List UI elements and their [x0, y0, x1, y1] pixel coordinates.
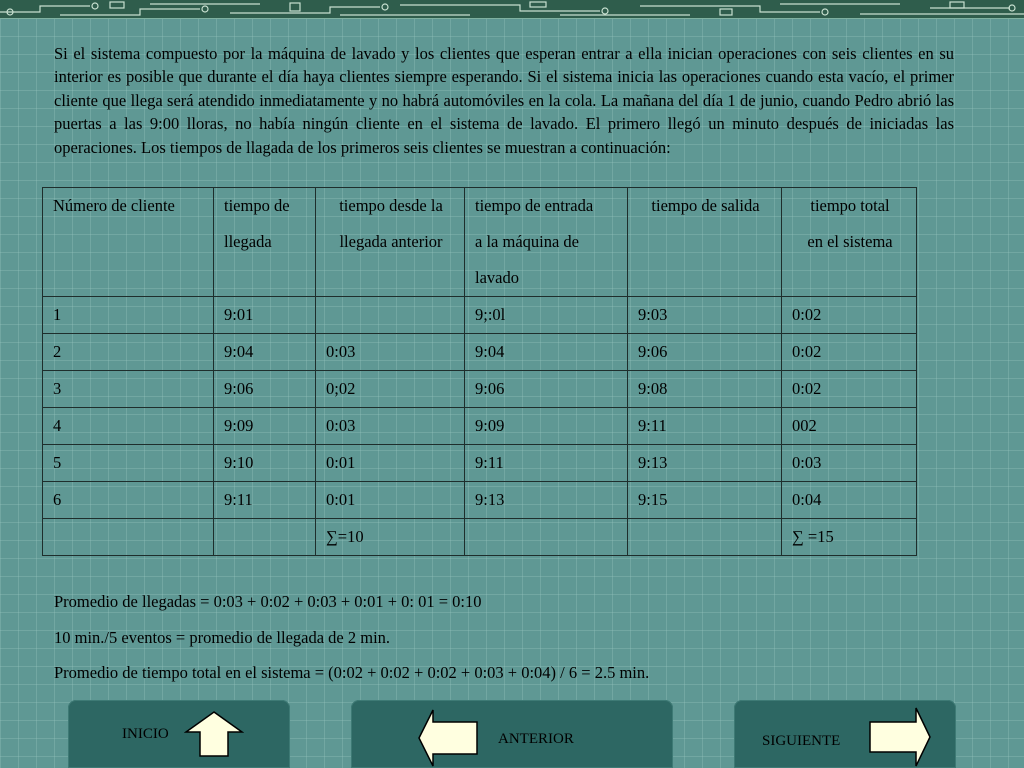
table-row — [43, 334, 917, 371]
table-cell: 002 — [782, 408, 917, 445]
table-cell: 0:01 — [316, 445, 465, 482]
table-row — [43, 445, 917, 482]
table-cell: 9;:0l — [465, 297, 628, 334]
table-cell — [316, 297, 465, 334]
siguiente-label: SIGUIENTE — [762, 733, 841, 749]
circuit-board-banner — [0, 0, 1024, 19]
problem-description: Si el sistema compuesto por la máquina de lavado y los clientes que esperan entrar a ella inician operaciones con seis clientes en su interior es posible que durante el día haya clientes siempre esperando. Si el sistema inicia las operaciones cuando esta vacío, el primer cliente que llega será atendido inmediatamente y no habrá automóviles en la cola. La mañana del día 1 de junio, cuando Pedro abrió las puertas a las 9:00 lloras, no había ningún cliente en el sistema de lavado. El primero llegó un minuto después de iniciadas las operaciones. Los tiempos de llagada de los primeros seis clientes se muestran a continuación: — [54, 44, 954, 157]
summary-line-average-arrival: 10 min./5 eventos = promedio de llegada de 2 min. — [54, 628, 391, 647]
sum-total-time: ∑ =15 — [782, 519, 917, 556]
table-cell — [214, 519, 316, 556]
header-tiempo-total: tiempo total en el sistema — [782, 188, 917, 297]
header-tiempo-llegada: tiempo de llegada — [214, 188, 316, 297]
table-cell: 9:11 — [465, 445, 628, 482]
summary-line-average-total: Promedio de tiempo total en el sistema = (0:02 + 0:02 + 0:02 + 0:03 + 0:04) / 6 = 2.5 min. — [54, 663, 650, 682]
table-cell: 5 — [43, 445, 214, 482]
table-cell: 9:09 — [214, 408, 316, 445]
table-cell: 6 — [43, 482, 214, 519]
header-numero-cliente: Número de cliente — [43, 188, 214, 297]
table-cell — [628, 519, 782, 556]
table-cell: 0:03 — [316, 334, 465, 371]
arrival-times-table — [42, 187, 917, 556]
table-cell: 9:04 — [214, 334, 316, 371]
table-cell: 9:06 — [214, 371, 316, 408]
table-cell: 9:06 — [465, 371, 628, 408]
table-row — [43, 371, 917, 408]
table-cell: 0:04 — [782, 482, 917, 519]
inicio-label: INICIO — [122, 726, 169, 742]
table-cell: 9:08 — [628, 371, 782, 408]
table-cell: 0:03 — [782, 445, 917, 482]
table-cell: 9:01 — [214, 297, 316, 334]
table-cell: 9:06 — [628, 334, 782, 371]
table-row — [43, 297, 917, 334]
table-cell: 2 — [43, 334, 214, 371]
table-cell: 9:04 — [465, 334, 628, 371]
table-cell — [465, 519, 628, 556]
table-cell: 9:11 — [628, 408, 782, 445]
anterior-button[interactable] — [351, 700, 673, 768]
siguiente-button[interactable] — [734, 700, 956, 768]
table-cell: 0:01 — [316, 482, 465, 519]
table-cell: 3 — [43, 371, 214, 408]
table-row — [43, 408, 917, 445]
table-row — [43, 482, 917, 519]
right-arrow-icon — [868, 706, 932, 768]
table-cell — [43, 519, 214, 556]
header-tiempo-entrada: tiempo de entrada a la máquina de lavado — [465, 188, 628, 297]
summary-line-arrivals: Promedio de llegadas = 0:03 + 0:02 + 0:03 + 0:01 + 0: 01 = 0:10 — [54, 592, 482, 611]
table-cell: 9:15 — [628, 482, 782, 519]
up-arrow-icon — [184, 710, 244, 758]
table-cell: 0:03 — [316, 408, 465, 445]
table-header-row — [43, 188, 917, 297]
table-cell: 0:02 — [782, 334, 917, 371]
table-cell: 0;02 — [316, 371, 465, 408]
left-arrow-icon — [417, 708, 479, 768]
table-cell: 9:10 — [214, 445, 316, 482]
table-cell: 9:03 — [628, 297, 782, 334]
sum-arrival-interval: ∑=10 — [316, 519, 465, 556]
table-cell: 9:13 — [628, 445, 782, 482]
table-cell: 4 — [43, 408, 214, 445]
table-cell: 1 — [43, 297, 214, 334]
inicio-button[interactable] — [68, 700, 290, 768]
table-totals-row — [43, 519, 917, 556]
table-cell: 0:02 — [782, 297, 917, 334]
header-tiempo-salida: tiempo de salida — [628, 188, 782, 297]
header-tiempo-desde-llegada: tiempo desde la llegada anterior — [316, 188, 465, 297]
table-cell: 9:13 — [465, 482, 628, 519]
table-cell: 9:09 — [465, 408, 628, 445]
table-cell: 9:11 — [214, 482, 316, 519]
table-cell: 0:02 — [782, 371, 917, 408]
anterior-label: ANTERIOR — [498, 731, 574, 747]
